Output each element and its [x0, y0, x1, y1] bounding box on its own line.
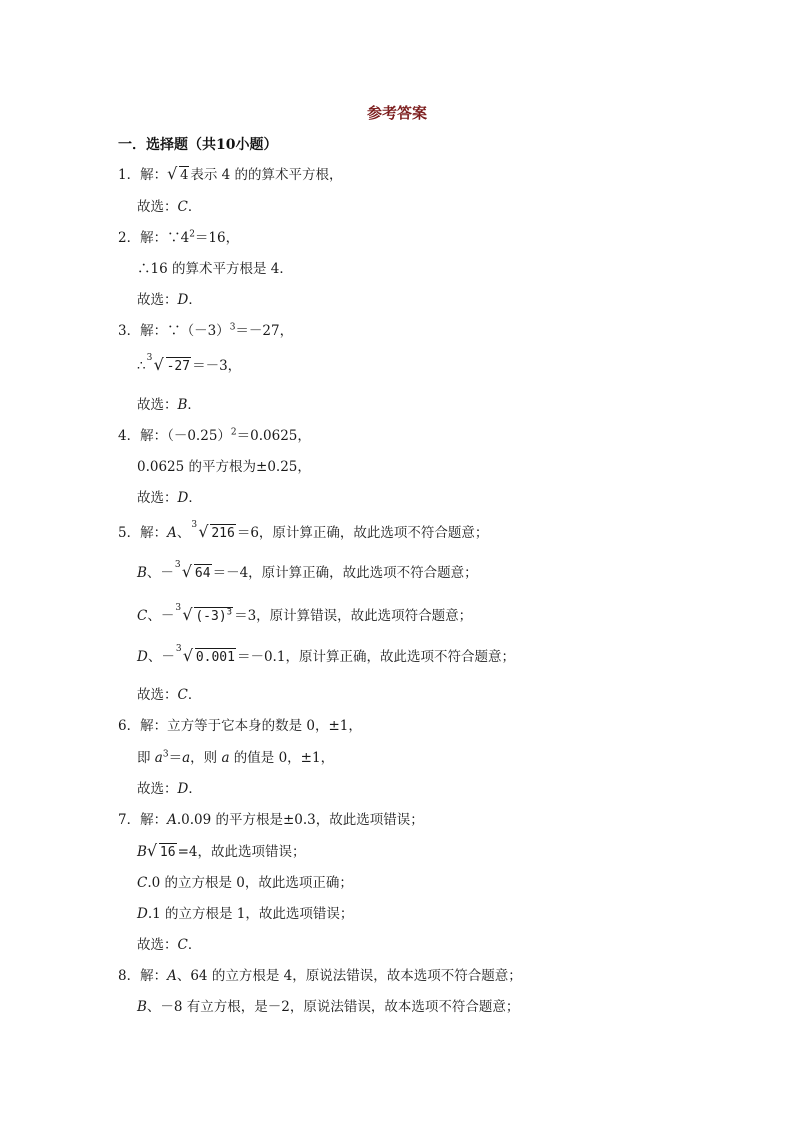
q4-line-1: 4．解：$(-0.25)^2=0.0625$，: [118, 427, 311, 444]
q8-option-a: 8．解：A、64 的立方根是 4，原说法错误，故本选项不符合题意；: [118, 968, 522, 984]
q6-line-2: 即 $a^3=a$，则 a 的值是 0，±1，: [137, 749, 335, 766]
q6-number: 6．: [118, 718, 141, 734]
q4-answer: 故选：D．: [137, 490, 202, 506]
q2-number: 2．: [118, 230, 141, 246]
q8-option-b: B、－8 有立方根，是－2，原说法错误，故本选项不符合题意；: [137, 999, 520, 1015]
q5-option-d: D、－ 3 √ 0.001 ＝－0.1，原计算正确，故此选项不符合题意；: [137, 644, 515, 665]
q7-option-c: C.0 的立方根是 0，故此选项正确；: [137, 875, 353, 891]
q1-number: 1．: [118, 167, 141, 183]
q3-number: 3．: [118, 323, 141, 339]
section-heading: 一．选择题（共10小题）: [118, 137, 278, 153]
q5-option-b: B、－ 3 √ 64 ＝－4，原计算正确，故此选项不符合题意；: [137, 560, 478, 581]
q4-number: 4．: [118, 428, 141, 444]
cube-root-symbol: 3 √ 0.001: [175, 644, 235, 665]
q2-line-2: ∴16 的算术平方根是 4．: [137, 261, 293, 277]
q3-line-1: 3．解：$\because(-3)^3=-27$，: [118, 322, 294, 339]
q6-answer: 故选：D．: [137, 781, 202, 797]
q5-number: 5．: [118, 525, 141, 541]
q1-answer: 故选：C．: [137, 199, 202, 215]
q4-line-2: 0.0625 的平方根为±0.25，: [137, 459, 311, 475]
cube-root-symbol: 3 √ -27: [146, 353, 191, 374]
cube-root-symbol: 3 √ 64: [174, 560, 211, 581]
q5-option-c: C、－ 3 √ $(-3)^3 =3$，原计算错误，故此选项符合题意；: [137, 603, 473, 624]
q3-answer: 故选：B．: [137, 397, 201, 413]
q1-line-1: 1．解： √ 4 表示 4 的的算术平方根，: [118, 164, 343, 183]
sqrt-symbol: √ 4: [167, 164, 189, 183]
sqrt-symbol: √ 16: [146, 841, 176, 860]
q7-option-d: D.1 的立方根是 1，故此选项错误；: [137, 906, 354, 922]
q7-option-b: B √ 16 =4，故此选项错误；: [137, 841, 306, 860]
q7-option-a: 7．解：A.0.09 的平方根是±0.3，故此选项错误；: [118, 812, 424, 828]
q2-line-1: 2．解：$\because 4^2=16$，: [118, 229, 240, 246]
cube-root-symbol: 3 √ 216: [191, 520, 235, 541]
q5-option-a: 5．解：A、 3 √ 216 ＝6，原计算正确，故此选项不符合题意；: [118, 520, 489, 541]
q2-answer: 故选：D．: [137, 292, 202, 308]
q7-answer: 故选：C．: [137, 937, 202, 953]
page-title: 参考答案: [366, 104, 427, 122]
q7-number: 7．: [118, 812, 141, 828]
q6-line-1: 6．解：立方等于它本身的数是 0，±1，: [118, 718, 362, 734]
q8-number: 8．: [118, 968, 141, 984]
cube-root-symbol: 3 √ $(-3)^3$: [175, 603, 233, 624]
q5-answer: 故选：C．: [137, 687, 202, 703]
q3-line-2: ∴ 3 √ -27 ＝－3，: [137, 353, 242, 374]
